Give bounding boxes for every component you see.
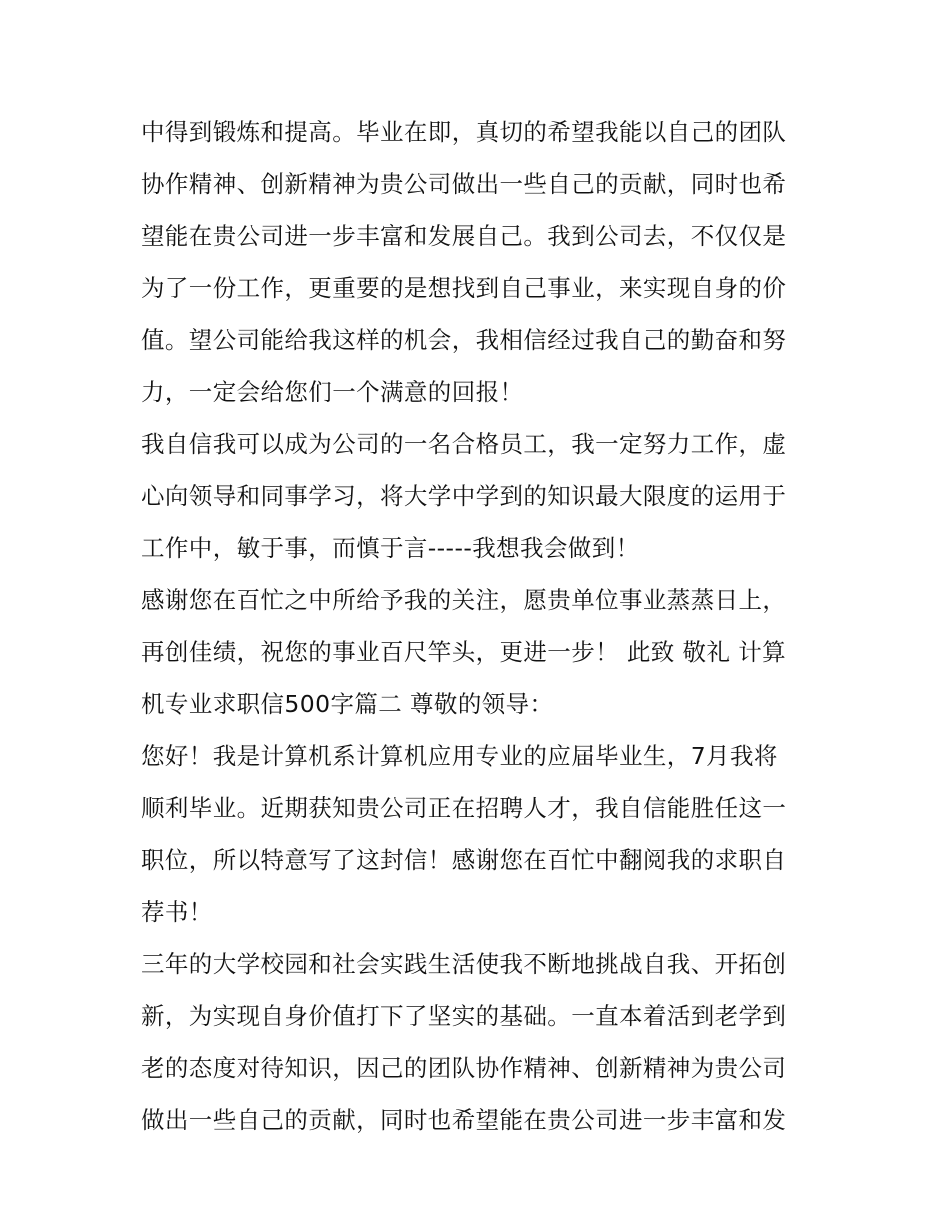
text-line: 值。望公司能给我这样的机会，我相信经过我自己的勤奋和努 [141,326,787,354]
text-line: 做出一些自己的贡献，同时也希望能在贵公司进一步丰富和发 [141,1106,787,1134]
text-line: 中得到锻炼和提高。毕业在即，真切的希望我能以自己的团队 [141,118,787,146]
text-line: 望能在贵公司进一步丰富和发展自己。我到公司去，不仅仅是 [141,222,787,250]
text-line: 您好！我是计算机系计算机应用专业的应届毕业生，7月我将 [141,742,778,770]
text-line: 老的态度对待知识，因己的团队协作精神、创新精神为贵公司 [141,1054,787,1082]
text-line: 感谢您在百忙之中所给予我的关注，愿贵单位事业蒸蒸日上， [141,586,787,614]
text-line: 再创佳绩，祝您的事业百尺竿头，更进一步！ 此致 敬礼 计算 [141,638,787,666]
text-line: 协作精神、创新精神为贵公司做出一些自己的贡献，同时也希 [141,170,787,198]
text-line: 机专业求职信500字篇二 尊敬的领导： [141,690,554,718]
text-line: 力，一定会给您们一个满意的回报！ [141,378,524,406]
text-line: 工作中，敏于事，而慎于言-----我想我会做到！ [141,534,640,562]
text-line: 为了一份工作，更重要的是想找到自己事业，来实现自身的价 [141,274,787,302]
document-body [141,106,813,1146]
text-line: 荐书！ [141,898,213,926]
text-line: 心向领导和同事学习，将大学中学到的知识最大限度的运用于 [141,482,787,510]
text-line: 顺利毕业。近期获知贵公司正在招聘人才，我自信能胜任这一 [141,794,787,822]
text-line: 职位，所以特意写了这封信！感谢您在百忙中翻阅我的求职自 [141,846,787,874]
text-line: 新，为实现自身价值打下了坚实的基础。一直本着活到老学到 [141,1002,787,1030]
text-line: 三年的大学校园和社会实践生活使我不断地挑战自我、开拓创 [141,950,787,978]
text-line: 我自信我可以成为公司的一名合格员工，我一定努力工作，虚 [141,430,787,458]
